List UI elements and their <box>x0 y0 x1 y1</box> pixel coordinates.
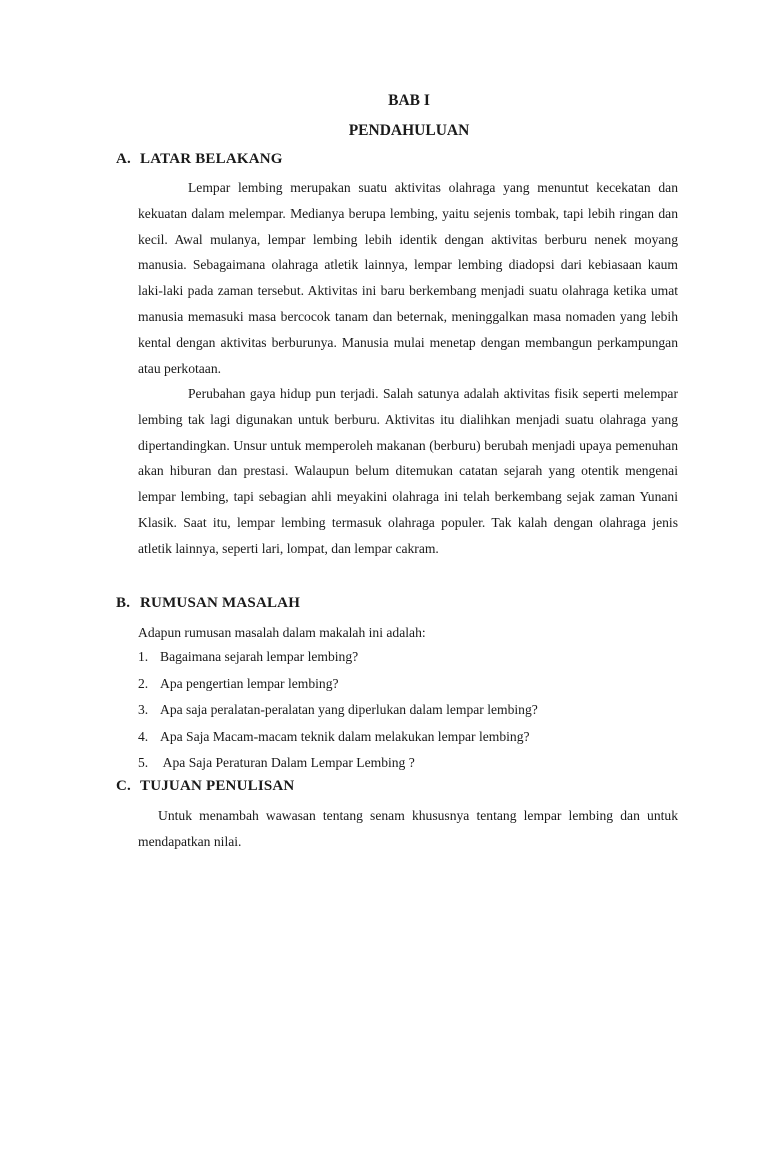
section-c-heading <box>116 778 294 795</box>
list-item <box>138 671 698 698</box>
section-c-letter: C. <box>116 778 131 794</box>
list-item-text: Apa saja peralatan-peralatan yang diperlukan dalam lempar lembing? <box>160 702 538 718</box>
list-item-number: 1. <box>138 649 149 664</box>
chapter-title: PENDAHULUAN <box>348 122 470 139</box>
list-item-number: 3. <box>138 702 149 718</box>
list-item-text: Apa Saja Macam-macam teknik dalam melakukan lempar lembing? <box>160 728 530 744</box>
section-a-paragraph-2: Perubahan gaya hidup pun terjadi. Salah satunya adalah aktivitas fisik seperti melempar lembing tak lagi digunakan untuk berburu. Aktivitas itu dialihkan menjadi suatu olahraga yang dipertandingkan. Unsur untuk memperoleh makanan (berburu) berubah menjadi upaya pemenuhan akan hiburan dan prestasi. Walaupun belum ditemukan catatan sejarah yang otentik mengenai lempar lembing, tapi sebagian ahli meyakini olahraga ini telah berkembang sejak zaman Yunani Klasik. Saat itu, lempar lembing termasuk olahraga populer. Tak kalah dengan olahraga jenis atletik lainnya, seperti lari, lompat, dan lempar cakram. <box>138 386 678 556</box>
list-item-number: 5. <box>138 755 149 771</box>
section-a-heading <box>116 151 283 168</box>
list-item-number: 4. <box>138 728 149 744</box>
section-b-intro: Adapun rumusan masalah dalam makalah ini adalah: <box>138 625 426 640</box>
section-a-title: LATAR BELAKANG <box>140 151 283 167</box>
list-item-text: Apa pengertian lempar lembing? <box>160 675 339 691</box>
list-item <box>138 697 698 724</box>
chapter-number: BAB I <box>388 92 430 109</box>
list-item-text: Apa Saja Peraturan Dalam Lempar Lembing ? <box>160 755 415 771</box>
section-c-title: TUJUAN PENULISAN <box>140 778 295 794</box>
section-a-letter: A. <box>116 151 131 167</box>
section-b-title: RUMUSAN MASALAH <box>140 595 301 611</box>
list-item <box>138 724 698 751</box>
list-item-text: Bagaimana sejarah lempar lembing? <box>160 649 359 664</box>
list-item <box>138 750 698 777</box>
list-item-number: 2. <box>138 675 149 691</box>
problem-list <box>138 644 698 777</box>
section-c-paragraph: Untuk menambah wawasan tentang senam khususnya tentang lempar lembing dan untuk mendapatkan nilai. <box>138 808 678 849</box>
section-b-heading <box>116 595 300 612</box>
section-b-letter: B. <box>116 595 131 611</box>
list-item <box>138 644 698 671</box>
section-a-paragraph-1: Lempar lembing merupakan suatu aktivitas olahraga yang menuntut kecekatan dan kekuatan dalam melempar. Medianya berupa lembing, yaitu sejenis tombak, tapi lebih ringan dan kecil. Awal mulanya, lempar lembing lebih identik dengan aktivitas berburu nenek moyang manusia. Sebagaimana olahraga atletik lainnya, lempar lembing diadopsi dari kebiasaan kaum laki-laki pada zaman tersebut. Aktivitas ini baru berkembang menjadi suatu olahraga ketika umat manusia memasuki masa bercocok tanam dan beternak, meninggalkan masa nomaden yang lebih kental dengan aktivitas berburunya. Manusia mulai menetap dengan membangun perkampungan atau perkotaan. <box>138 180 678 376</box>
